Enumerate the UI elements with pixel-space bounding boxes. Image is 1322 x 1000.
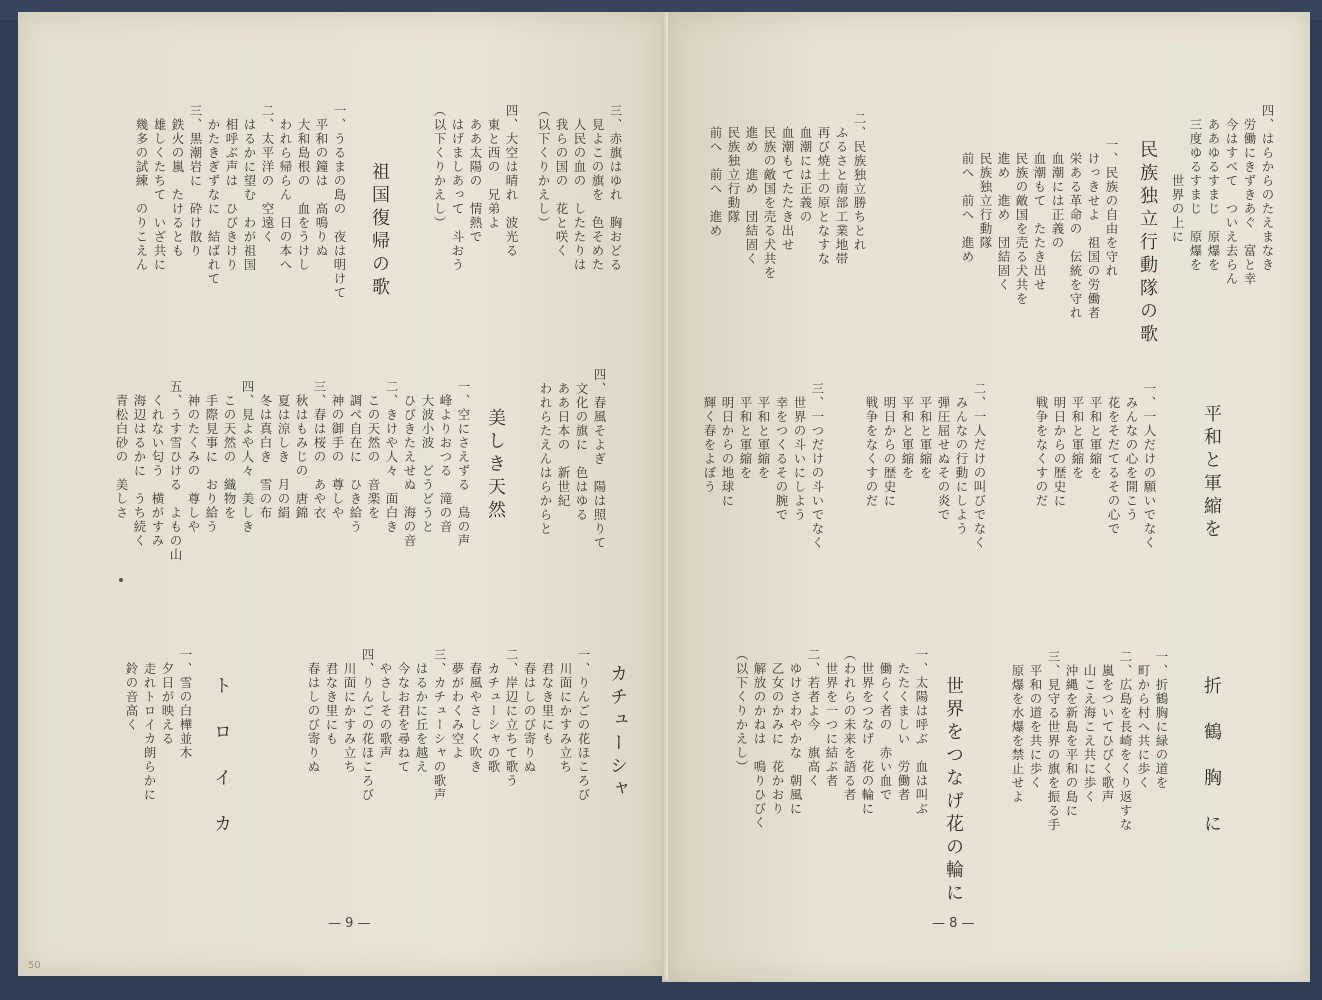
text-line: 民族独立行動隊 — [726, 112, 741, 224]
lyrics-minzoku-verse-2 — [702, 112, 868, 342]
text-line: 進め 進め 団結固く — [996, 138, 1011, 292]
text-line: 乙女のかみに 花かおり — [770, 648, 785, 816]
text-line: 三、一つだけの斗いでなく — [810, 382, 825, 550]
text-line: 三度ゆるすまじ 原爆を — [1188, 104, 1203, 272]
text-line: 四、見よや人々 美しき — [240, 380, 255, 534]
lyrics-sokoku-fukki — [80, 104, 348, 374]
text-line: この天然の 音楽を — [366, 380, 381, 520]
text-line: ト ロ イ カ — [211, 676, 232, 837]
page-8 — [662, 12, 1310, 982]
text-line: 四、りんごの花ほころび — [360, 648, 375, 802]
book-spine — [662, 12, 668, 980]
text-line: 一、空にさえずる 鳥の声 — [456, 380, 471, 548]
text-line: 民族独立行動隊 — [978, 138, 993, 250]
text-line: 峰よりおつる 滝の音 — [438, 380, 453, 534]
lyrics-sekai-wo-tsunage — [694, 648, 930, 828]
text-line: 弾圧屈せぬその炎で — [936, 382, 951, 522]
text-line: ああ太陽の 情熱で — [468, 104, 483, 244]
text-line: 栄ある革命の 伝統を守れ — [1068, 138, 1083, 320]
text-line: 二、若者よ今 旗高く — [806, 648, 821, 788]
text-line: 走れトロイカ朗らかに — [142, 648, 157, 802]
text-line: 民族の敵国を売る犬共を — [1014, 138, 1029, 306]
text-block — [534, 104, 624, 374]
lyrics-utsukushiki-tenen — [92, 380, 472, 620]
page-number-8: — 8 — — [932, 916, 975, 931]
song-title-utsukushiki-tenen — [474, 408, 504, 523]
song-title-sokoku-fukki — [358, 162, 388, 300]
text-line: カチューシャの歌 — [486, 648, 501, 774]
text-line: 神のたくみの 尊しや — [186, 380, 201, 534]
text-line: 平和と軍縮を — [738, 382, 753, 480]
text-line: 美しき天然 — [485, 408, 506, 523]
text-line: みんなの行動にしよう — [954, 382, 969, 536]
text-line: 二、岸辺に立ちて歌う — [504, 648, 519, 788]
text-block — [1008, 650, 1170, 840]
text-line: 血潮もて たたき出せ — [1032, 138, 1047, 292]
text-line: （以下くりかえし） — [432, 104, 447, 230]
text-block — [304, 648, 592, 848]
text-block — [700, 382, 826, 592]
text-line: みんなの心を開こう — [1124, 382, 1139, 522]
text-block — [1138, 140, 1156, 347]
lyrics-katyusha — [292, 648, 592, 848]
text-line: 今なお君を尋ねて — [396, 648, 411, 774]
text-line: 輝く春をよぼう — [702, 382, 717, 494]
text-line: 沖縄を新島を平和の島に — [1064, 650, 1079, 818]
song-title-orizuru-mune-ni — [1190, 676, 1220, 837]
text-line: 四、大空は晴れ 波光る — [504, 104, 519, 258]
text-line: 原爆を水爆を禁止せよ — [1010, 650, 1025, 804]
text-line: 戦争をなくすのだ — [1034, 382, 1049, 508]
text-line: 三、見守る世界の旗を振る手 — [1046, 650, 1061, 832]
text-line: 鈴の音高く — [124, 648, 139, 732]
text-line: 冬は真白き 雪の布 — [258, 380, 273, 520]
text-line: 前へ 前へ 進め — [708, 112, 723, 238]
text-block — [486, 408, 504, 523]
text-line: 春風やさしく吹き — [468, 648, 483, 774]
text-line: 我らの国の 花と咲く — [554, 104, 569, 258]
text-line: 君なき里にも — [540, 648, 555, 746]
song-title-sekai-wo-tsunage — [932, 676, 962, 906]
text-line: 働らく者の 赤い血で — [878, 648, 893, 802]
text-line: 海辺はるかに うち続く — [132, 380, 147, 548]
text-line: カチューシャ — [607, 664, 628, 802]
text-line: 一、うるまの島の 夜は明けて — [332, 104, 347, 300]
page-number-9: — 9 — — [328, 916, 371, 931]
text-line: 雄しくたちて いざ共に — [152, 104, 167, 272]
lyrics-orizuru — [986, 650, 1170, 840]
text-line: 夕日が映える — [160, 648, 175, 746]
text-line: 見よこの旗を 色そめた — [590, 104, 605, 272]
text-line: 一、一人だけの願いでなく — [1142, 382, 1157, 550]
lyrics-verses-3-4 — [414, 104, 624, 374]
text-line: われらたえんはらからと — [538, 368, 553, 536]
text-line: 三、カチューシャの歌声 — [432, 648, 447, 802]
text-line: 夏は涼しき 月の絹 — [276, 380, 291, 520]
song-title-heiwa-to-gunshuku — [1190, 404, 1220, 542]
text-line: 四、はらからのたえまなき — [1260, 104, 1275, 272]
text-line: 世界を一つに結ぶ者 — [824, 648, 839, 788]
lyrics-heiwa-verse-1 — [1028, 382, 1158, 592]
ink-dot — [119, 578, 123, 582]
text-line: 平和と軍縮を — [1070, 382, 1085, 480]
text-line: 再び焼土の原となすな — [816, 112, 831, 266]
text-line: 平和の道を共に歩く — [1028, 650, 1043, 790]
text-line: 三、赤旗はゆれ 胸おどる — [608, 104, 623, 272]
text-line: ひびきたえせぬ 海の音 — [402, 380, 417, 548]
text-line: 三、黒潮岩に 砕け散り — [188, 104, 203, 258]
text-line: 平和と軍縮を — [918, 382, 933, 480]
text-line: 折 鶴 胸 に — [1201, 676, 1222, 837]
text-line: 一、民族の自由を守れ — [1104, 138, 1119, 278]
text-line: 世界の斗いにしよう — [792, 382, 807, 522]
text-block — [1202, 404, 1220, 542]
text-line: （以下くりかえし） — [734, 648, 749, 774]
text-block — [1168, 104, 1276, 354]
text-line: 神の御手の 尊しや — [330, 380, 345, 520]
text-line: 世界をつなげ花の輪に — [943, 676, 964, 906]
text-line: 世界の上に — [1170, 104, 1185, 244]
text-line: 二、一人だけの叫びでなく — [972, 382, 987, 550]
pencil-note: 50 — [28, 960, 41, 971]
text-block — [944, 676, 962, 906]
song-title-katyusha — [596, 664, 626, 802]
text-line: 二、広島を長崎をくり返すな — [1118, 650, 1133, 832]
text-line: 川面にかすみ立ち — [342, 648, 357, 774]
lyrics-verse-4-harukaze — [518, 368, 608, 618]
text-line: 明日からの地球に — [720, 382, 735, 508]
text-line: 世界をつなげ 花の輪に — [860, 648, 875, 816]
text-block — [122, 648, 194, 802]
text-line: 一、りんごの花ほころび — [576, 648, 591, 802]
text-line: 労働にきずきあぐ 富と幸 — [1242, 104, 1257, 286]
text-line: 山こえ海こえ共に歩く — [1082, 650, 1097, 804]
text-line: 民族独立行動隊の歌 — [1137, 140, 1158, 347]
text-line: （われらの未来を語る者 — [842, 648, 857, 802]
text-line: 東と西の 兄弟よ — [486, 104, 501, 230]
text-line: 一、太陽は呼ぶ 血は叫ぶ — [914, 648, 929, 816]
text-line: 明日からの歴史に — [1052, 382, 1067, 508]
text-line: 秋はもみじの 唐錦 — [294, 380, 309, 520]
lyrics-troika — [94, 648, 194, 802]
text-line: 平和の鐘は 高鳴りぬ — [314, 104, 329, 258]
lyrics-heiwa-verse-2 — [858, 382, 988, 592]
lyrics-heiwa-verse-3 — [696, 382, 826, 592]
text-line: 三、春は桜の あや衣 — [312, 380, 327, 520]
text-line: 今はすべて ついえ去らん — [1224, 104, 1239, 286]
text-line: 相呼ぶ声は ひびきけり — [224, 104, 239, 272]
text-line: 血潮には正義の — [1050, 138, 1065, 250]
text-block — [212, 676, 230, 837]
text-line: 四、春風そよぎ 陽は照りて — [592, 368, 607, 550]
text-line: この天然の 織物を — [222, 380, 237, 520]
text-line: 幸をつくるその腕で — [774, 382, 789, 522]
text-block — [958, 138, 1120, 368]
text-line: 進め 進め 団結固く — [744, 112, 759, 266]
text-line: 解放のかねは 鳴りひびく — [752, 648, 767, 830]
text-line: 平和と軍縮を — [900, 382, 915, 480]
text-line: 君なき里にも — [324, 648, 339, 746]
text-line: 明日からの歴史に — [882, 382, 897, 508]
text-block — [732, 648, 930, 828]
text-line: はるかに望む わが祖国 — [242, 104, 257, 272]
text-line: 町から村へ共に歩く — [1136, 650, 1151, 790]
text-line: 五、うす雪ひける よもの山 — [168, 380, 183, 562]
text-line: 祖国復帰の歌 — [369, 162, 390, 300]
text-line: ああ日本の 新世紀 — [556, 368, 571, 508]
text-block — [1202, 676, 1220, 837]
text-line: 幾多の試練 のりこえん — [134, 104, 149, 272]
text-line: はげましあって 斗おう — [450, 104, 465, 272]
text-line: 民族の敵国を売る犬共を — [762, 112, 777, 280]
text-line: たたくましい 労働者 — [896, 648, 911, 802]
text-line: やさしその歌声 — [378, 648, 393, 760]
text-line: ふるさと南部工業地帯 — [834, 112, 849, 266]
text-block — [862, 382, 988, 592]
text-line: （以下くりかえし） — [536, 104, 551, 230]
text-line: 川面にかすみ立ち — [558, 648, 573, 774]
text-line: 平和と軍縮を — [756, 382, 771, 480]
page-9 — [18, 12, 666, 976]
text-line: 二、きけや人々 面白き — [384, 380, 399, 534]
text-line: 一、折鶴胸に緑の道を — [1154, 650, 1169, 790]
text-line: 二、太平洋の 空遠く — [260, 104, 275, 244]
text-block — [430, 104, 520, 374]
text-line: 文化の旗に 色はゆる — [574, 368, 589, 522]
text-line: 調べ自在に ひき給う — [348, 380, 363, 534]
text-block — [370, 162, 388, 300]
text-block — [112, 380, 472, 620]
text-line: くれない匂う 横がすみ — [150, 380, 165, 548]
text-line: 春はしのび寄りぬ — [522, 648, 537, 774]
text-line: ああゆるすまじ 原爆を — [1206, 104, 1221, 272]
text-line: はるかに丘を越え — [414, 648, 429, 774]
text-block — [706, 112, 868, 342]
text-line: 春はしのび寄りぬ — [306, 648, 321, 774]
text-block — [1032, 382, 1158, 592]
song-title-minzoku-dokuritsu — [1126, 140, 1156, 347]
text-line: 鉄火の嵐 たけるとも — [170, 104, 185, 258]
text-line: 一、雪の白樺並木 — [178, 648, 193, 760]
text-line: 前へ 前へ 進め — [960, 138, 975, 264]
text-line: 平和と軍縮を — [1201, 404, 1222, 542]
text-line: 嵐をついてひびく歌声 — [1100, 650, 1115, 804]
lyrics-minzoku-verse-1 — [952, 138, 1120, 368]
text-line: 花をそだてるその心で — [1106, 382, 1121, 536]
text-line: ゆけさわやかな 朝風に — [788, 648, 803, 816]
text-line: 夢がわくみ空よ — [450, 648, 465, 760]
text-line: 人民の血の したたりは — [572, 104, 587, 272]
text-line: われら帰らん 日の本へ — [278, 104, 293, 272]
text-line: けっきせよ 祖国の労働者 — [1086, 138, 1101, 320]
text-line: 血潮には正義の — [798, 112, 813, 224]
text-block — [132, 104, 348, 374]
song-title-troika — [200, 676, 230, 837]
text-line: 手際見事に おり給う — [204, 380, 219, 534]
text-line: 戦争をなくすのだ — [864, 382, 879, 508]
text-line: 大波小波 どうどうと — [420, 380, 435, 534]
text-line: 平和と軍縮を — [1088, 382, 1103, 480]
text-line: 二、民族独立勝ちとれ — [852, 112, 867, 252]
text-line: 大和島根の 血をうけし — [296, 104, 311, 272]
lyrics-verse-4-genbaku — [1166, 104, 1276, 354]
text-line: 血潮もてたたき出せ — [780, 112, 795, 252]
text-line: かたきぎずなに 結ばれて — [206, 104, 221, 286]
text-line: 青松白砂の 美しさ — [114, 380, 129, 520]
text-block — [536, 368, 608, 618]
text-block — [608, 664, 626, 802]
